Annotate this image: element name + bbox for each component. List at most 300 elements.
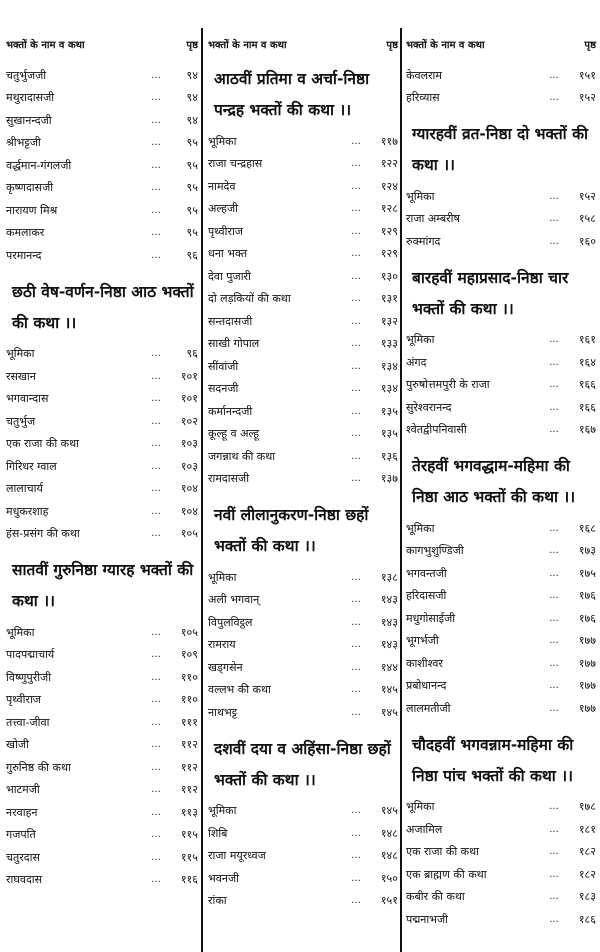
leader-dots: ... [151,114,161,126]
entry-page-number: १३६ [380,449,398,463]
entry-page-number: १३७ [380,472,398,486]
entry-page-number: १५१ [380,894,398,908]
block-gap [208,490,398,494]
entry-page-number: ११० [180,670,198,684]
column-header-name: भक्तों के नाम व कथा [406,40,485,51]
leader-dots: ... [151,460,161,472]
entry-page-number: १६८ [578,521,596,535]
leader-dots: ... [351,805,361,817]
index-entry [6,177,198,200]
index-entry [6,689,198,712]
leader-dots: ... [351,135,361,147]
entry-name: काशीश्वर [406,656,443,670]
entry-page-number: १७७ [578,701,596,715]
entry-name: नरवाहन [6,805,38,819]
leader-dots: ... [549,702,559,714]
index-entry [6,109,198,132]
index-entry [6,779,198,802]
entry-name: भूमिका [208,570,237,584]
index-entry [406,64,596,87]
entry-list [406,64,596,109]
leader-dots: ... [151,438,161,450]
entry-page-number: १५० [380,871,398,885]
block-gap [406,109,596,113]
entry-name: लालाचार्य [6,482,43,496]
entry-page-number: १२९ [380,224,398,238]
leader-dots: ... [549,334,559,346]
index-entry [208,679,398,702]
entry-name: सुखानन्दजी [6,113,52,127]
index-entry [406,517,596,540]
index-entry [406,396,596,419]
index-entry [406,562,596,585]
entry-page-number: १०९ [180,648,198,662]
index-entry [6,621,198,644]
index-entry [6,523,198,546]
entry-name: देवा पुजारी [208,269,251,283]
entry-page-number: ११६ [180,873,198,887]
entry-page-number: ११२ [180,738,198,752]
index-entry [406,351,596,374]
section-title: ग्यारहवीं व्रत-निष्ठा दो भक्तों की कथा ।। [412,125,589,174]
index-entry [6,244,198,267]
entry-page-number: १३४ [380,382,398,396]
leader-dots: ... [151,182,161,194]
column-divider [201,28,203,952]
index-entry [6,478,198,501]
leader-dots: ... [151,716,161,728]
index-entry [406,675,596,698]
entry-name: खोजी [6,738,29,752]
entry-name: विपुलविट्ठल [208,615,253,629]
entry-name: भूगर्भजी [406,634,439,648]
index-entry [6,222,198,245]
leader-dots: ... [151,761,161,773]
entry-name: भूमिका [406,333,435,347]
leader-dots: ... [351,428,361,440]
entry-page-number: ११५ [180,850,198,864]
column-header-page: पृष्ठ [584,40,596,51]
entry-page-number: १७७ [578,679,596,693]
index-entry [406,652,596,675]
entry-name: चतुरदास [6,850,40,864]
entry-page-number: ९५ [186,181,198,195]
index-entry [406,208,596,231]
entry-page-number: १८२ [578,867,596,881]
leader-dots: ... [549,913,559,925]
entry-page-number: १८६ [578,912,596,926]
entry-page-number: ९५ [186,226,198,240]
entry-page-number: १७६ [578,589,596,603]
leader-dots: ... [151,806,161,818]
leader-dots: ... [351,594,361,606]
block-gap [406,441,596,445]
index-entry [208,634,398,657]
leader-dots: ... [549,823,559,835]
leader-dots: ... [151,393,161,405]
leader-dots: ... [549,190,559,202]
leader-dots: ... [351,661,361,673]
entry-name: शिबि [208,826,228,840]
entry-page-number: ११५ [180,828,198,842]
column-divider [400,28,402,952]
index-entry [208,566,398,589]
entry-name: हंस-प्रसंग की कथा [6,527,80,541]
entry-page-number: १५८ [578,212,596,226]
leader-dots: ... [151,137,161,149]
entry-page-number: १७६ [578,611,596,625]
entry-page-number: ९६ [186,347,198,361]
leader-dots: ... [351,850,361,862]
index-entry [406,87,596,110]
entry-page-number: १०३ [180,459,198,473]
entry-name: रामदासजी [208,472,250,486]
index-entry [6,801,198,824]
entry-page-number: १७७ [578,656,596,670]
index-entry [208,198,398,221]
entry-name: नारायण मिश्र [6,203,58,217]
index-entry [406,540,596,563]
leader-dots: ... [549,567,559,579]
leader-dots: ... [351,248,361,260]
leader-dots: ... [151,626,161,638]
entry-page-number: १३१ [380,292,398,306]
entry-page-number: १८२ [578,845,596,859]
index-entry [208,288,398,311]
leader-dots: ... [351,225,361,237]
entry-page-number: १०५ [180,625,198,639]
leader-dots: ... [549,680,559,692]
leader-dots: ... [351,473,361,485]
entry-name: खड्गसेन [208,660,243,674]
index-entry [6,734,198,757]
leader-dots: ... [151,694,161,706]
entry-name: श्वेतद्वीपनिवासी [406,423,467,437]
index-entry [406,863,596,886]
entry-name: हरिव्यास [406,91,440,105]
index-entry [406,374,596,397]
entry-page-number: १४३ [380,593,398,607]
leader-dots: ... [151,649,161,661]
entry-page-number: १७५ [578,566,596,580]
entry-page-number: १३५ [380,404,398,418]
leader-dots: ... [549,635,559,647]
index-entry [208,468,398,491]
section-title: दशवीं दया व अहिंसा-निष्ठा छहों भक्तों की कथा ।। [214,739,391,789]
index-entry [406,886,596,909]
entry-name: भूमिका [406,800,435,814]
entry-list [208,130,398,490]
index-entry [6,500,198,523]
entry-name: अल्हजी [208,202,238,216]
entry-name: कर्मानन्दजी [208,404,253,418]
column-header [406,36,596,52]
index-entry [6,154,198,177]
leader-dots: ... [351,180,361,192]
entry-name: पादपद्माचार्य [6,648,55,662]
index-entry [406,185,596,208]
entry-name: भूमिका [406,189,435,203]
entry-page-number: १२२ [380,157,398,171]
leader-dots: ... [549,69,559,81]
section-title: बारहवीं महाप्रसाद-निष्ठा चार भक्तों की कथा ।। [412,268,569,318]
index-entry [6,756,198,779]
leader-dots: ... [549,545,559,557]
entry-name: भगवन्तजी [406,566,447,580]
index-entry [208,153,398,176]
index-entry [6,64,198,87]
leader-dots: ... [351,827,361,839]
index-entry [208,175,398,198]
entry-name: अंगद [406,355,427,369]
entry-name: गुरुनिष्ठ की कथा [6,760,71,774]
entry-list [6,64,198,267]
entry-name: कबीर की कथा [406,890,465,904]
entry-page-number: १२९ [380,247,398,261]
index-entry [208,890,398,913]
entry-name: मधुगोसाईजी [406,611,456,625]
entry-page-number: ९४ [186,113,198,127]
leader-dots: ... [549,891,559,903]
index-entry [208,445,398,468]
entry-name: धना भक्त [208,247,248,261]
entry-page-number: ११० [180,693,198,707]
entry-name: गजपति [6,828,36,842]
entry-list [208,566,398,724]
index-entry [208,243,398,266]
leader-dots: ... [351,338,361,350]
index-entry [208,589,398,612]
leader-dots: ... [351,293,361,305]
entry-name: एक राजा की कथा [406,845,480,859]
entry-name: जगन्नाथ की कथा [208,449,276,463]
index-entry [208,423,398,446]
index-entry [406,697,596,720]
entry-name: राघवदास [6,873,43,887]
entry-page-number: ११७ [380,134,398,148]
index-entry [406,908,596,931]
leader-dots: ... [351,571,361,583]
entry-list [406,329,596,442]
entry-page-number: १६० [578,234,596,248]
entry-page-number: ९५ [186,203,198,217]
entry-page-number: १३० [380,269,398,283]
entry-page-number: १३२ [380,314,398,328]
entry-name: कमलाकर [6,226,45,240]
entry-name: रसखान [6,369,36,383]
entry-list [6,343,198,546]
leader-dots: ... [151,528,161,540]
entry-name: कृष्णदासजी [6,181,54,195]
index-entry [6,644,198,667]
leader-dots: ... [151,204,161,216]
entry-name: कूल्हू व अल्हू [208,427,260,441]
index-entry [6,869,198,892]
index-entry [208,800,398,823]
leader-dots: ... [151,784,161,796]
index-column-1 [6,36,198,946]
index-entry [406,841,596,864]
entry-name: भूमिका [406,521,435,535]
leader-dots: ... [351,639,361,651]
leader-dots: ... [549,522,559,534]
index-entry [208,701,398,724]
leader-dots: ... [549,356,559,368]
leader-dots: ... [549,846,559,858]
index-entry [6,433,198,456]
entry-name: राजा अम्बरीष [406,212,460,226]
entry-page-number: १७७ [578,634,596,648]
entry-page-number: १०२ [180,414,198,428]
entry-name: पद्मनाभजी [406,912,449,926]
entry-page-number: १६६ [578,378,596,392]
entry-name: अजामिल [406,822,443,836]
block-gap [6,891,198,895]
entry-page-number: १०५ [180,527,198,541]
section-title: सातवीं गुरुनिष्ठा ग्यारह भक्तों की कथा ।। [12,561,194,610]
entry-page-number: १३५ [380,427,398,441]
block-gap [6,267,198,271]
block-gap [208,724,398,728]
entry-name: प्रबोधानन्द [406,679,447,693]
leader-dots: ... [549,424,559,436]
entry-name: श्रीभट्टजी [6,136,41,150]
entry-name: नामदेव [208,179,236,193]
entry-page-number: १५१ [578,68,596,82]
entry-page-number: १८३ [578,890,596,904]
entry-name: सदनजी [208,382,239,396]
leader-dots: ... [351,383,361,395]
index-entry [406,329,596,352]
entry-name: नाथभट्ट [208,705,238,719]
leader-dots: ... [151,348,161,360]
entry-page-number: १५२ [578,91,596,105]
entry-page-number: १३३ [380,337,398,351]
entry-name: रांका [208,894,227,908]
entry-name: केवलराम [406,68,442,82]
index-entry [208,130,398,153]
entry-name: सुरेश्वरानन्द [406,400,452,414]
leader-dots: ... [549,379,559,391]
leader-dots: ... [151,505,161,517]
entry-name: भवनजी [208,871,239,885]
leader-dots: ... [351,158,361,170]
entry-page-number: १५२ [578,189,596,203]
entry-page-number: १२४ [380,179,398,193]
entry-list [208,800,398,913]
entry-name: हरिदासजी [406,589,447,603]
leader-dots: ... [351,895,361,907]
entry-page-number: १७८ [578,800,596,814]
entry-name: सन्तदासजी [208,314,253,328]
entry-name: परमानन्द [6,248,42,262]
entry-name: पृथ्वीराज [208,224,243,238]
index-entry [208,656,398,679]
entry-page-number: १४८ [380,826,398,840]
entry-page-number: १४३ [380,615,398,629]
entry-page-number: १०३ [180,437,198,451]
index-entry [208,310,398,333]
index-entry [406,230,596,253]
column-header-name: भक्तों के नाम व कथा [208,40,287,51]
leader-dots: ... [151,874,161,886]
index-column-3 [406,36,596,946]
entry-page-number: १६४ [578,355,596,369]
entry-name: चतुर्भुजजी [6,68,47,82]
leader-dots: ... [549,401,559,413]
index-entry [208,867,398,890]
index-entry [6,455,198,478]
column-header-page: पृष्ठ [186,40,198,51]
entry-name: भूमिका [208,804,237,818]
entry-name: भूमिका [6,625,35,639]
leader-dots: ... [351,872,361,884]
entry-name: मधुकरशाह [6,504,49,518]
leader-dots: ... [351,684,361,696]
entry-page-number: ११३ [180,805,198,819]
entry-page-number: १६६ [578,400,596,414]
entry-name: मथुरादासजी [6,91,55,105]
entry-page-number: १७३ [578,544,596,558]
index-entry [6,87,198,110]
index-entry [6,666,198,689]
leader-dots: ... [151,851,161,863]
entry-list [406,796,596,931]
entry-list [406,185,596,253]
entry-name: एक राजा की कथा [6,437,80,451]
entry-page-number: १२८ [380,202,398,216]
leader-dots: ... [549,657,559,669]
entry-list [406,517,596,720]
entry-name: लालमतीजी [406,701,451,715]
index-entry [6,132,198,155]
block-gap [208,912,398,916]
entry-name: भूमिका [208,134,237,148]
index-entry [208,822,398,845]
entry-page-number: १०४ [180,482,198,496]
leader-dots: ... [151,159,161,171]
entry-name: पुरुषोत्तमपुरी के राजा [406,378,490,392]
entry-page-number: ९६ [186,248,198,262]
entry-page-number: ९५ [186,136,198,150]
index-entry [208,333,398,356]
entry-name: भगवान्दास [6,392,49,406]
entry-name: पृथ्वीराज [6,693,41,707]
leader-dots: ... [351,270,361,282]
section-title: तेरहवीं भगवद्धाम-महिमा की निष्ठा आठ भक्तों की कथा ।। [412,457,576,506]
leader-dots: ... [151,739,161,751]
index-entry [208,220,398,243]
index-entry [6,824,198,847]
leader-dots: ... [549,213,559,225]
entry-page-number: १३८ [380,570,398,584]
entry-name: भाटमजी [6,783,40,797]
entry-page-number: १३४ [380,359,398,373]
leader-dots: ... [151,249,161,261]
entry-name: गिरिधर ग्वाल [6,459,57,473]
index-entry [6,343,198,366]
entry-name: रामराय [208,638,236,652]
leader-dots: ... [151,415,161,427]
leader-dots: ... [549,868,559,880]
column-header-page: पृष्ठ [386,40,398,51]
leader-dots: ... [351,315,361,327]
index-column-2 [208,36,398,946]
entry-name: विष्णुपुरीजी [6,670,52,684]
entry-name: एक ब्राह्मण की कथा [406,867,487,881]
entry-name: सींवांजी [208,359,239,373]
entry-page-number: ११२ [180,760,198,774]
